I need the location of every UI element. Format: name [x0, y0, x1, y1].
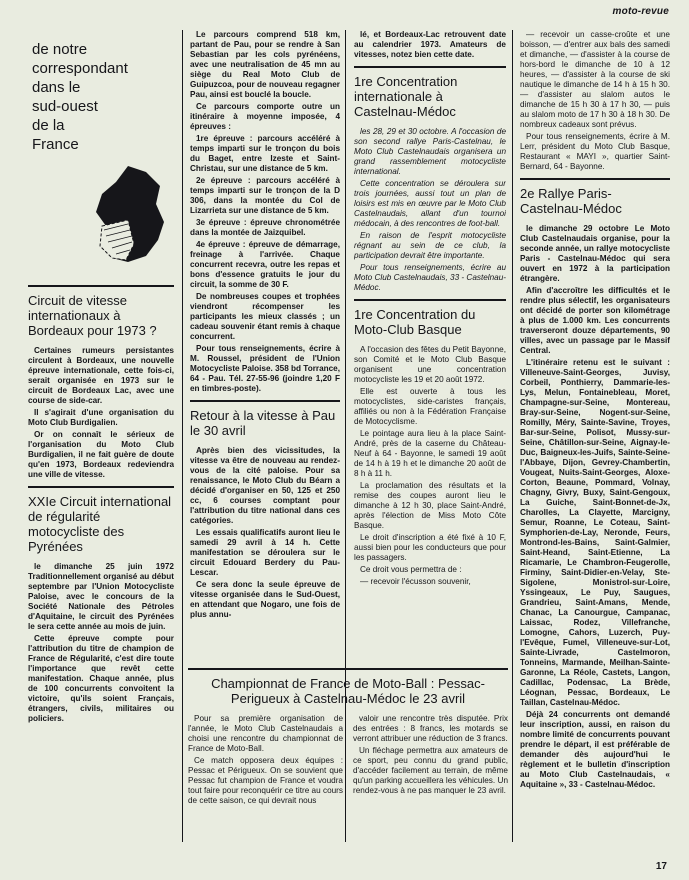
article-paragraph: 4e épreuve : épreuve de démarrage, freinage à l'arrivée. Chaque concurrent recevra, outre les repas et bons d'essence gratuits le jour du circuit, la somme de 30 F.	[190, 240, 340, 289]
article-paragraph: le dimanche 29 octobre Le Moto Club Castelnaudais organise, pour la seconde année, un rallye motocycliste Paris - Castelnau-Médoc qui sera ouvert en 1972 à la participation étrangère.	[520, 224, 670, 283]
article-paragraph: A l'occasion des fêtes du Petit Bayonne, son Comité et le Moto Club Basque organisent une concentration motocycliste les 19 et 20 août 1972.	[354, 345, 506, 384]
column-4	[520, 30, 670, 842]
article-paragraph: Pour tous renseignements, écrire à M. Roussel, président de l'Union Motocycliste Paloise. 358 bd Torrance, 64 - Pau. Tél. 27-55-96 (joindre 1,20 F en timbres-poste).	[190, 344, 340, 393]
column-2	[190, 30, 340, 652]
column-divider	[512, 30, 513, 842]
intro-line: de la	[32, 117, 65, 134]
article-title: 2e Rallye Paris-Castelnau-Médoc	[520, 186, 622, 216]
article-paragraph: Ce parcours comporte outre un itinéraire à moyenne imposée, 4 épreuves :	[190, 102, 340, 131]
article-column	[188, 714, 343, 808]
column-1	[28, 34, 174, 726]
article-paragraph: Pour sa première organisation de l'année, le Moto Club Castelnaudais a choisi une rencontre du championnat de France de Moto-Ball.	[188, 714, 343, 753]
article-paragraph: le dimanche 25 juin 1972 Traditionnellement organisé au début septembre par l'Union Motocycliste Paloise, avec le concours de la Société Nationale des Pétroles d'Aquitaine, le circuit des Pyrénées le sera cette année au mois de juin.	[28, 562, 174, 631]
article-paragraph: Il s'agirait d'une organisation du Moto Club Burdigalien.	[28, 408, 174, 427]
article-paragraph: Pour tous renseignements, écrire à M. Lerr, président du Moto Club Basque, Restaurant « MAYI », quartier Saint-Bernard, 64 - Bayonne.	[520, 132, 670, 171]
moto-ball-article	[188, 662, 508, 808]
article-paragraph: Un fléchage permettra aux amateurs de ce sport, peu connu du grand public, d'accéder facilement au terrain, de même qu'un parking accueillera les véhicules. Un rendez-vous à ne pas manquer le 23 avril.	[353, 746, 508, 795]
article-paragraph: Ce match opposera deux équipes : Pessac et Périgueux. On se souvient que Pessac fut champion de France et voudra tout faire pour reconquérir ce titre au cours de cette saison, ce qui devrait nous	[188, 756, 343, 805]
article-paragraph: 1re épreuve : parcours accéléré à temps imparti sur le tronçon du bois du Baget, entre Izeste et Saint-Christau, sur une distance de 5 km.	[190, 134, 340, 173]
article-paragraph: Après bien des vicissitudes, la vitesse va être de nouveau au rendez-vous de la cité paloise. Pour sa renaissance, le Moto Club du Béarn a décidé d'organiser en 50, 125 et 250 cc, 6 courses comptant pour l'attribution du titre national dans ces catégories.	[190, 446, 340, 525]
magazine-header: moto-revue	[612, 6, 669, 17]
article-paragraph: Pour tous renseignements, écrire au Moto Club Castelnaudais, 33 - Castelnau-Médoc.	[354, 263, 506, 292]
article-paragraph: Déjà 24 concurrents ont demandé leur inscription, aussi, en raison du nombre limité de concurrents pouvant prendre le départ, il est préférable de demander dès aujourd'hui le règlement et le bulletin d'inscription au Moto Club Castelnaudais, « Aquitaine », 33 - Castelnau-Médoc.	[520, 710, 670, 789]
article-title: 1re Concentration internationale à Castelnau-Médoc	[354, 74, 458, 119]
section-rule	[190, 400, 340, 402]
section-rule	[354, 66, 506, 68]
section-rule	[188, 668, 508, 670]
article-paragraph: Le pointage aura lieu à la place Saint-André, près de la caserne du Château-Neuf à 64 - Bayonne, le samedi 19 août de 14 h à 19 h et le dimanche 20 août de 8 h à 11 h.	[354, 429, 506, 478]
article-paragraph: Cette épreuve compte pour l'attribution du titre de champion de France de Régularité, c'est dire toute l'importance que revêt cette manifestation. Chaque année, plus de 100 concurrents convoitent la victoire, qu'ils soient Français, étrangers, civils, militaires ou policiers.	[28, 634, 174, 723]
section-rule	[520, 178, 670, 180]
intro-line: de notre	[32, 41, 88, 58]
article-paragraph: Le droit d'inscription a été fixé à 10 F, aussi bien pour les conducteurs que pour les passagers.	[354, 533, 506, 562]
article-paragraph: L'itinéraire retenu est le suivant : Villeneuve-Saint-Georges, Juvisy, Corbeil, Ponthierry, Dammarie-les-Lys, Melun, Fontainebleau, Moret, Champagne-sur-Seine, Montereau, Bray-sur-Seine, Nogent-sur-Seine, Romilly, Méry, Sainte-Savine, Troyes, Bar-sur-Seine, Polisot, Mussy-sur-Seine, Châtillon-sur-Seine, Aignay-le-Duc, Baigneux-les-Juifs, Sainte-Seine-l'Abbaye, Dijon, Gevrey-Chambertin, Vougeat, Nuits-Saint-Georges, Aloxe-Corton, Beaune, Pommard, Volnay, Chagny, Givry, Buxy, Saint-Gengoux, La Guiche, Saint-Bonnet-de-Jx, Charolles, La Clayette, Marcigny, Semur, Roanne, Le Coteau, Saint-Symphorien-de-Lay, Neronde, Feurs, Montrond-les-Bains, Saint-Galmier, Saint-Heand, Saint-Etienne, La Ricamarie, Le Chambron-Feugerolle, Firminy, Saint-Didier-en-Velay, Ste-Sigolene, Monistrol-sur-Loire, Yssingeaux, Le Puy, Saugues, Grandrieu, Saint-Amans, Mende, Chanac, La Canourgue, Campanac, Laissac, Rodez, Villefranche, Lomogne, Cahors, Luzerch, Puy-l'Evêque, Fumel, Villeneuve-sur-Lot, Sainte-Livrade, Castelmoron, Tonneins, Marmande, Meilhan-Sainte-Garonne, La Réole, Castets, Langon, Cadillac, Podensac, La Brède, Léognan, Pessac, Bordeaux, Le Taillan, Castelnau-Médoc.	[520, 358, 670, 707]
article-paragraph: Elle est ouverte à tous les motocyclistes, side-caristes français, affiliés ou non à la Fédération Française de Motocyclisme.	[354, 387, 506, 426]
article-paragraph: lé, et Bordeaux-Lac retrouvent date au calendrier 1973. Amateurs de vitesses, notez bien cette date.	[354, 30, 506, 59]
article-title: 1re Concentration du Moto-Club Basque	[354, 307, 476, 337]
article-paragraph: Afin d'accroître les difficultés et le rendre plus sélectif, les organisateurs ont décidé de porter son kilométrage à plus de 1.000 km. Les concurrents traverseront douze départements, 90 villes, avec un passage par le Massif Central.	[520, 286, 670, 355]
page-number: 17	[655, 861, 667, 872]
intro-line: dans le	[32, 79, 81, 96]
section-rule	[354, 299, 506, 301]
column-3	[354, 30, 506, 652]
article-paragraph: Ce sera donc la seule épreuve de vitesse organisée dans le Sud-Ouest, en attendant que Nogaro, une fois de plus annu-	[190, 580, 340, 619]
article-paragraph: Certaines rumeurs persistantes circulent à Bordeaux, une nouvelle épreuve internationale, cette fois-ci, serait organisée en 1973 sur le circuit de Bordeaux Lac, avec une course de side-car.	[28, 346, 174, 405]
article-title: Circuit de vitesse internationaux à Bordeaux pour 1973 ?	[28, 293, 157, 338]
article-paragraph: Or on connaît le sérieux de l'organisation du Moto Club Burdigalien, il ne fait guère de doute qu'en 1973, Bordeaux redeviendra une ville de vitesse.	[28, 430, 174, 479]
intro-line: France	[32, 136, 79, 153]
article-paragraph: valoir une rencontre très disputée. Prix des entrées : 8 francs, les motards se verront attribuer une réduction de 3 francs.	[353, 714, 508, 743]
article-columns	[188, 714, 508, 808]
article-title: Championnat de France de Moto-Ball : Pessac-Perigueux à Castelnau-Médoc le 23 avril	[211, 676, 485, 706]
article-title: Retour à la vitesse à Pau le 30 avril	[190, 408, 336, 438]
article-paragraph: les 28, 29 et 30 octobre. A l'occasion de son second rallye Paris-Castelnau, le Moto Club Castelnaudais organisera un grand rassemblement motocycliste international.	[354, 127, 506, 176]
intro-line: sud-ouest	[32, 98, 98, 115]
article-paragraph: Cette concentration se déroulera sur trois journées, aussi tout un plan de loisirs est mis en œuvre par le Moto Club Castelnaudais, allant d'un tournoi médocain, à des rencontres de foot-ball.	[354, 179, 506, 228]
article-paragraph: — recevoir l'écusson souvenir,	[360, 577, 471, 586]
section-rule	[28, 285, 174, 287]
article-paragraph: En raison de l'esprit motocycliste régnant au sein de ce club, la participation devrait être importante.	[354, 231, 506, 260]
article-paragraph: Ce droit vous permettra de :	[360, 565, 462, 574]
correspondent-intro	[32, 40, 174, 154]
column-divider	[182, 30, 183, 842]
article-paragraph: Les essais qualificatifs auront lieu le samedi 29 avril à 14 h. Cette manifestation se déroulera sur le circuit Edouard Berdery du Pau-Lescar.	[190, 528, 340, 577]
article-column	[353, 714, 508, 808]
intro-line: correspondant	[32, 60, 128, 77]
article-paragraph: 3e épreuve : épreuve chronométrée dans la montée de Jaizquibel.	[190, 218, 340, 237]
article-paragraph: 2e épreuve : parcours accéléré à temps imparti sur le tronçon de la D 306, dans la montée du Col de Lizarrieta sur une distance de 5 km.	[190, 176, 340, 215]
section-rule	[28, 486, 174, 488]
article-paragraph: De nombreuses coupes et trophées viendront récompenser les participants les mieux classés ; un cadeau souvenir étant remis à chaque concurrent.	[190, 292, 340, 341]
france-map-icon	[88, 164, 168, 264]
article-paragraph: — recevoir un casse-croûte et une boisson, — d'entrer aux bals des samedi et dimanche, — d'assister à la course de hors-bord le dimanche de 10 à 12 heures, — d'assister à la course de ski nautique le dimanche de 14 h à 15 h 30. — d'assister au slalom autos le dimanche de 15 h 30 à 17 h 30, — puis au slalom moto de 17 h 30 à 18 h 30. De nombreux cadeaux sont prévus.	[520, 30, 670, 129]
article-paragraph: La proclamation des résultats et la remise des coupes auront lieu le dimanche à 12 h 30, place Saint-André, après l'élection de Miss Moto Côte Basque.	[354, 481, 506, 530]
article-title: XXIe Circuit international de régularité motocycliste des Pyrénées	[28, 494, 172, 554]
article-paragraph: Le parcours comprend 518 km, partant de Pau, pour se rendre à San Sebastian par les cols pyrénéens, avec une neutralisation de 45 mn au siège du Real Moto Club de Guipuzcoa, pour de nouveau regagner Pau, ainsi est bouclé la boucle.	[190, 30, 340, 99]
